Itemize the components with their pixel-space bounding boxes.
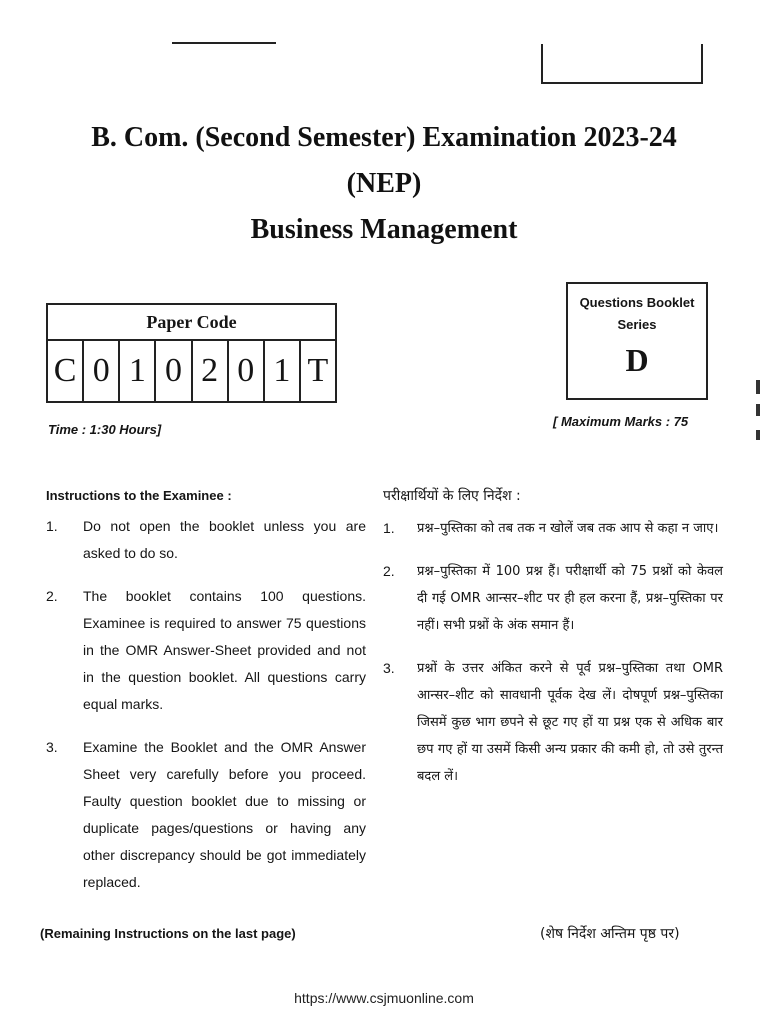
paper-code-char: 2 — [193, 341, 229, 401]
booklet-series-label: Questions Booklet Series — [579, 295, 695, 332]
exam-title: B. Com. (Second Semester) Examination 2023-24 — [91, 122, 677, 153]
paper-code-char: 1 — [265, 341, 301, 401]
instruction-text: प्रश्न–पुस्तिका को तब तक न खोलें जब तक आप से कहा न जाए। — [417, 521, 719, 536]
instruction-number: 2. — [46, 588, 58, 604]
paper-code-char: C — [48, 341, 84, 401]
instruction-text: The booklet contains 100 questions. Examinee is required to answer 75 questions in the OMR Answer-Sheet provided and not in the question booklet. All questions carry equal marks. — [83, 588, 366, 712]
scan-edge-mark — [756, 404, 760, 416]
instruction-item — [383, 558, 723, 639]
instructions-heading-en: Instructions to the Examinee : — [46, 488, 232, 503]
instruction-number: 3. — [383, 660, 395, 676]
roll-number-box — [541, 44, 703, 84]
exam-scheme: (NEP) — [346, 168, 422, 199]
instruction-text: प्रश्न–पुस्तिका में 100 प्रश्न हैं। परीक्षार्थी को 75 प्रश्नों को केवल दी गई OMR आन्सर–शीट पर ही हल करना हैं, प्रश्न–पुस्तिका पर नहीं। सभी प्रश्नों के अंक समान हैं। — [417, 564, 723, 633]
maximum-marks: [ Maximum Marks : 75 — [553, 414, 689, 429]
instructions-heading-hi: परीक्षार्थियों के लिए निर्देश : — [383, 488, 521, 504]
instruction-item — [383, 515, 723, 542]
instructions-english — [46, 488, 366, 912]
instruction-number: 1. — [383, 520, 395, 536]
remaining-instructions-note-en: (Remaining Instructions on the last page) — [40, 926, 296, 941]
subject-title: Business Management — [250, 214, 518, 245]
instruction-number: 2. — [383, 563, 395, 579]
remaining-instructions-note-hi: (शेष निर्देश अन्तिम पृष्ठ पर) — [540, 926, 680, 942]
scan-edge-mark — [756, 380, 760, 394]
instruction-number: 3. — [46, 739, 58, 755]
paper-code-char: T — [307, 352, 329, 389]
paper-code-char: 0 — [156, 341, 192, 401]
instruction-item — [383, 655, 723, 790]
instruction-item — [46, 513, 366, 567]
instruction-item — [46, 583, 366, 718]
instruction-item — [46, 734, 366, 896]
instruction-number: 1. — [46, 518, 58, 534]
paper-code-table — [46, 303, 337, 403]
booklet-series-value: D — [625, 342, 649, 378]
paper-code-cells — [48, 341, 335, 401]
exam-duration: Time : 1:30 Hours] — [48, 422, 162, 437]
source-url: https://www.csjmuonline.com — [294, 990, 474, 1006]
instruction-text: Do not open the booklet unless you are asked to do so. — [83, 518, 366, 561]
instruction-text: Examine the Booklet and the OMR Answer Sheet very carefully before you proceed. Faulty question booklet due to missing or duplicate pages/questions or having any other discrepancy should be got immediately replaced. — [83, 739, 366, 890]
instructions-hindi — [383, 486, 723, 806]
paper-code-char: 0 — [84, 341, 120, 401]
paper-code-label: Paper Code — [48, 305, 335, 341]
signature-line — [172, 42, 276, 44]
paper-code-char: 0 — [229, 341, 265, 401]
instruction-text: प्रश्नों के उत्तर अंकित करने से पूर्व प्रश्न–पुस्तिका तथा OMR आन्सर–शीट को सावधानी पूर्वक देख लें। दोषपूर्ण प्रश्न–पुस्तिका जिसमें कुछ भाग छपने से छूट गए हों या प्रश्न एक से अधिक बार छप गए हों या उसमें किसी अन्य प्रकार की कमी हो, तो उसे तुरन्त बदल लें। — [417, 661, 723, 784]
booklet-series-box — [566, 282, 708, 400]
scan-edge-mark — [756, 430, 760, 440]
paper-code-char: 1 — [120, 341, 156, 401]
